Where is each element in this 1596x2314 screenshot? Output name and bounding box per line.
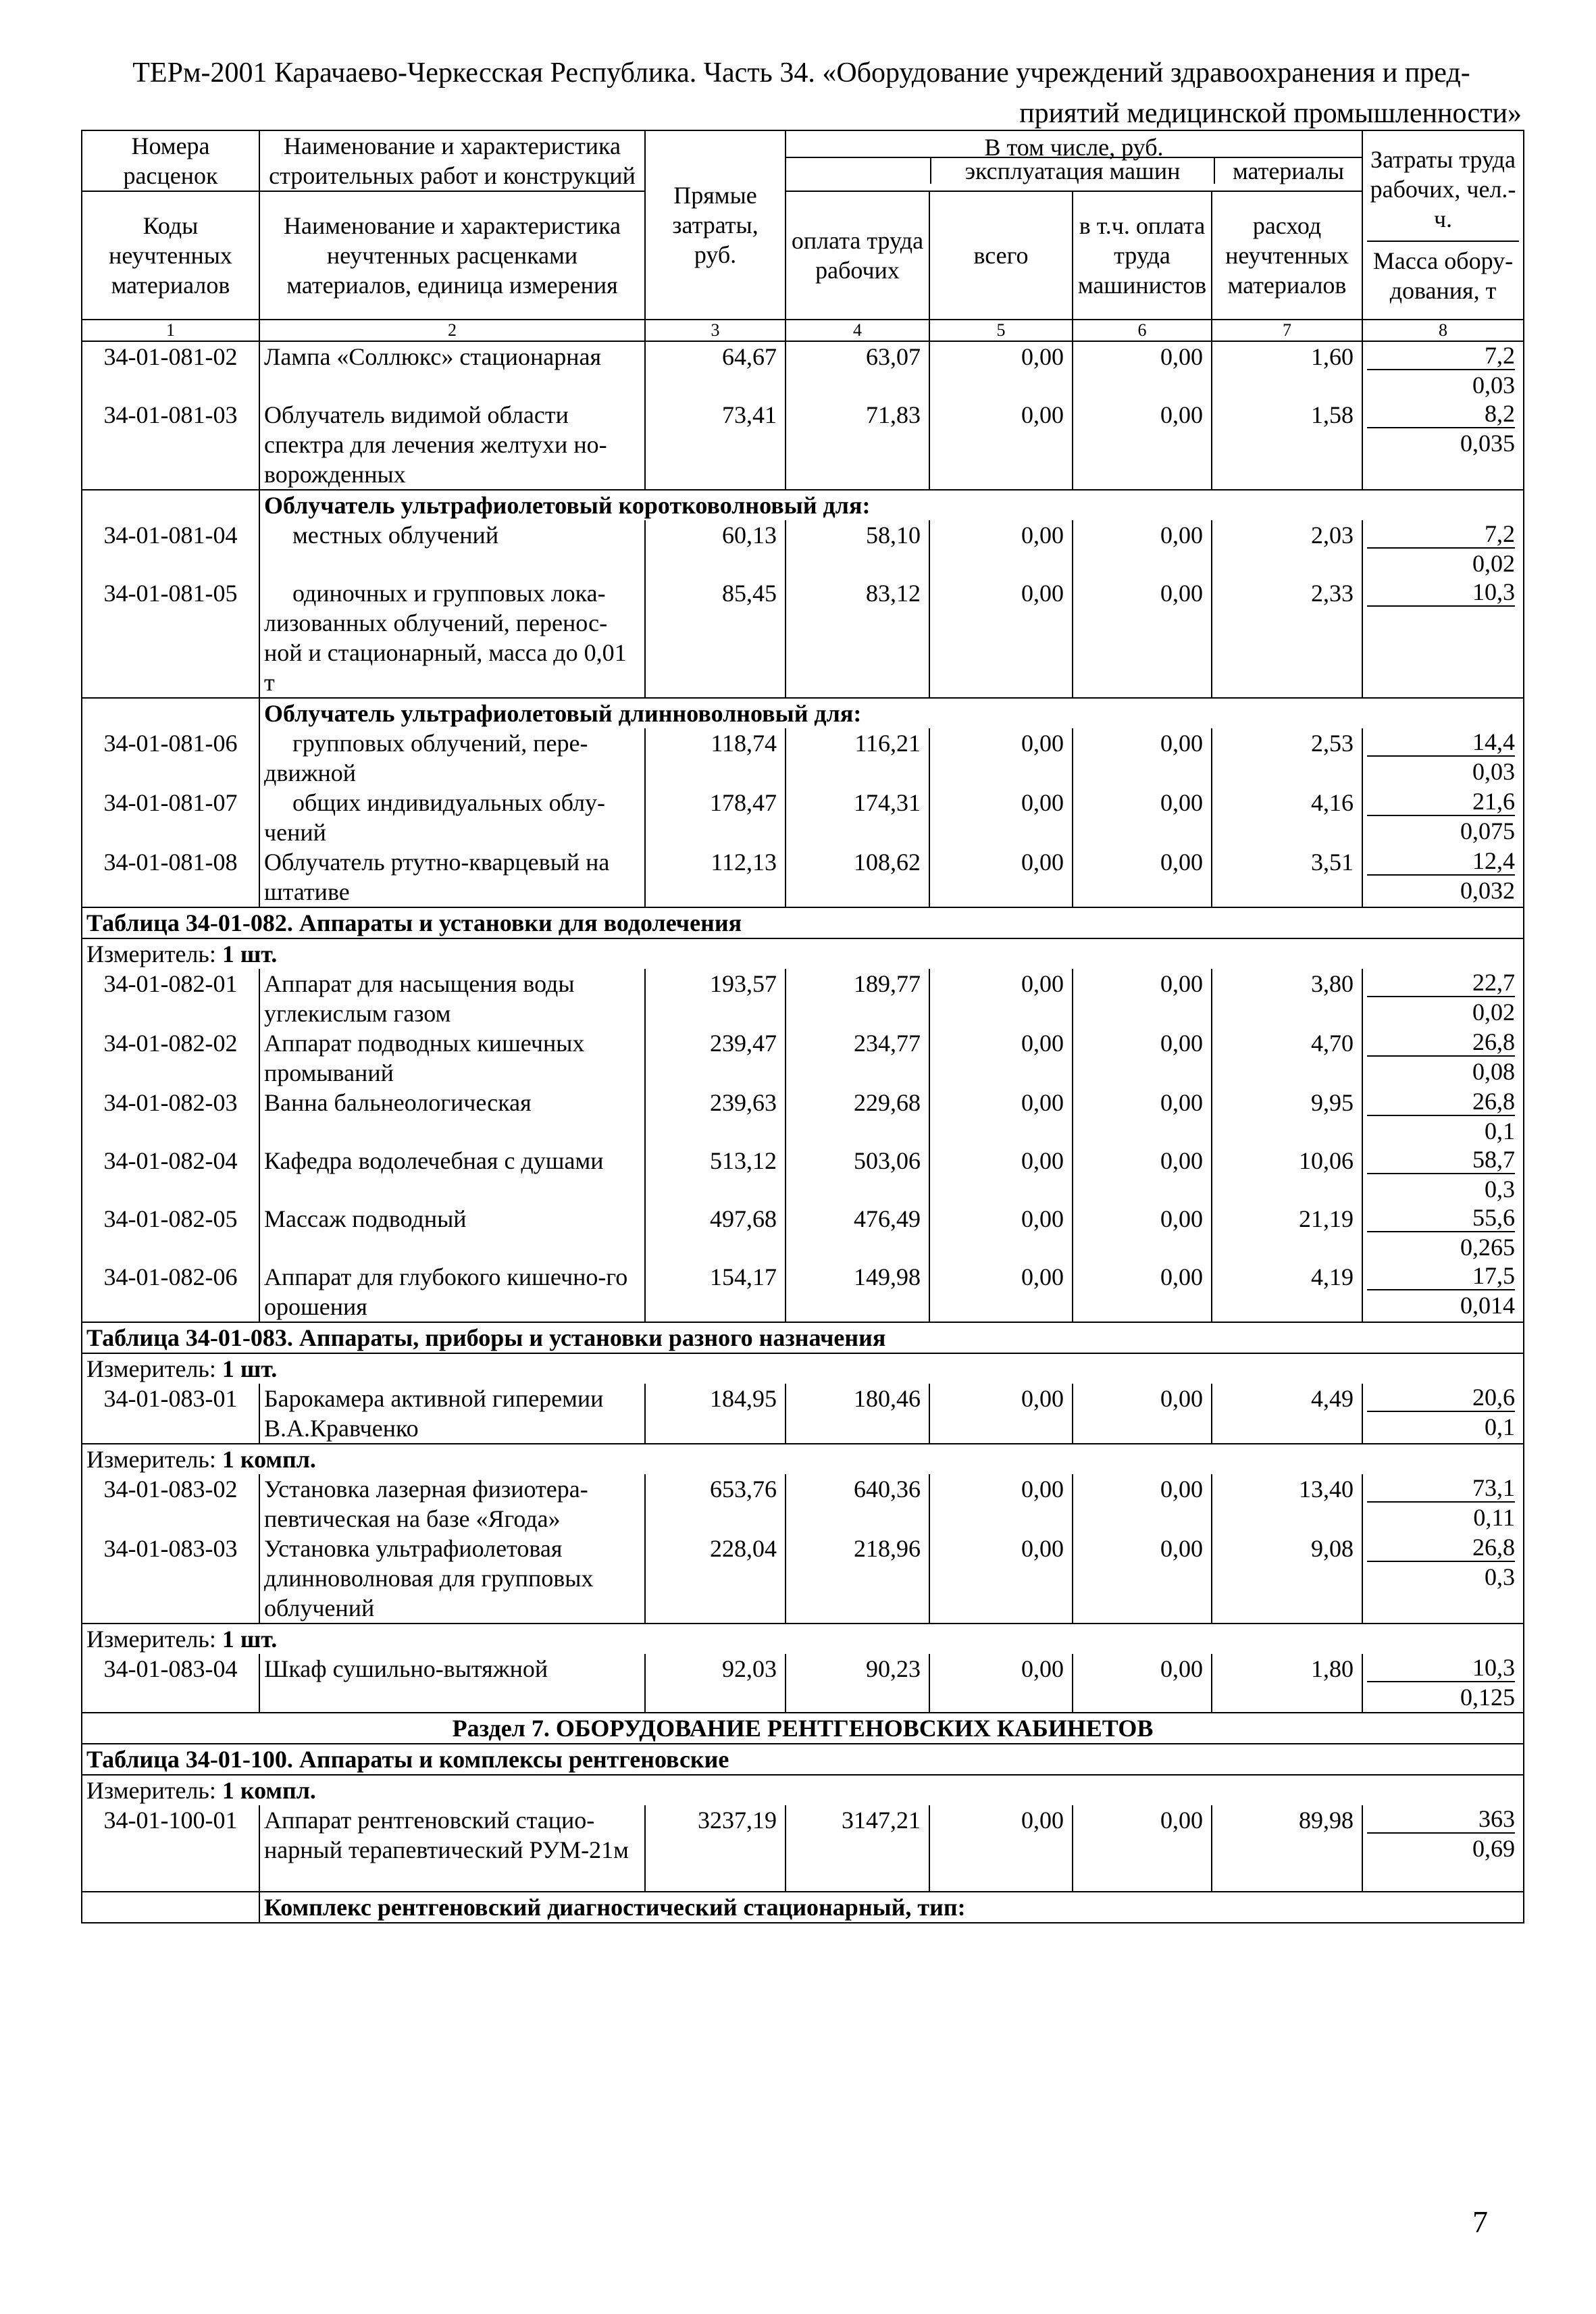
labor-hours: 73,1 (1367, 1474, 1515, 1503)
rate-name: общих индивидуальных облу-чений (259, 788, 645, 847)
header-row-bottom (82, 191, 1524, 320)
col-number: 8 (1362, 320, 1524, 341)
labor-hours: 7,2 (1367, 520, 1515, 549)
cell-labor-pay: 174,31 (786, 788, 929, 847)
col-number: 5 (929, 320, 1073, 341)
rate-name: Аппарат подводных кишечных промываний (259, 1028, 645, 1088)
table-row (82, 578, 1524, 698)
rate-name: Кафедра водолечебная с душами (259, 1146, 645, 1204)
cell-machinists-pay: 0,00 (1073, 1028, 1212, 1088)
header-line-1: ТЕРм-2001 Карачаево-Черкесская Республика. Часть 34. «Оборудование учреждений здравоохранения и пред- (132, 57, 1470, 89)
cell-machines-total: 0,00 (929, 788, 1073, 847)
cell-direct: 85,45 (645, 578, 786, 698)
cell-labor-mass (1362, 788, 1524, 847)
cell-labor-mass (1362, 969, 1524, 1028)
labor-hours: 22,7 (1367, 969, 1515, 997)
table-title: Таблица 34-01-083. Аппараты, приборы и установки разного назначения (82, 1322, 1524, 1353)
col-number: 1 (82, 320, 259, 341)
measure-value: 1 компл. (222, 1446, 316, 1473)
cell-labor-mass (1362, 1146, 1524, 1204)
table-row (82, 1654, 1524, 1713)
rate-code: 34-01-081-03 (82, 400, 259, 490)
cell-machines-total: 0,00 (929, 520, 1073, 578)
cell-machines-total: 0,00 (929, 1534, 1073, 1624)
cell-materials: 2,03 (1212, 520, 1362, 578)
equipment-mass: 0,125 (1460, 1684, 1516, 1711)
labor-hours-wrap (1367, 1654, 1515, 1682)
measure-unit (82, 1775, 1524, 1805)
table-row (82, 1384, 1524, 1444)
cell-labor-pay: 189,77 (786, 969, 929, 1028)
cell-labor-pay: 83,12 (786, 578, 929, 698)
rate-code: 34-01-081-08 (82, 847, 259, 907)
col-number: 6 (1073, 320, 1212, 341)
cell-materials: 21,19 (1212, 1204, 1362, 1262)
cell-machinists-pay: 0,00 (1073, 520, 1212, 578)
labor-hours-wrap (1367, 1384, 1515, 1412)
measure-unit (82, 1353, 1524, 1384)
subgroup-title: Облучатель ультрафиолетовый длинноволновый для: (259, 698, 1524, 728)
cell-machines-total: 0,00 (929, 578, 1073, 698)
rate-code: 34-01-081-07 (82, 788, 259, 847)
cell-direct: 64,67 (645, 341, 786, 400)
cell-labor-mass (1362, 1534, 1524, 1624)
measure-label: Измеритель: (86, 940, 216, 967)
equipment-mass: 0,02 (1472, 550, 1516, 577)
equipment-mass: 0,3 (1485, 1563, 1516, 1590)
cell-labor-pay: 3147,21 (786, 1805, 929, 1892)
rate-code: 34-01-082-06 (82, 1262, 259, 1322)
labor-hours: 14,4 (1367, 728, 1515, 757)
labor-hours-wrap (1367, 1474, 1515, 1503)
labor-hours: 20,6 (1367, 1384, 1515, 1412)
cell-materials: 4,16 (1212, 788, 1362, 847)
subgroup-title: Комплекс рентгеновский диагностический стационарный, тип: (259, 1892, 1524, 1923)
labor-hours-wrap (1367, 1262, 1515, 1290)
cell-labor-pay: 63,07 (786, 341, 929, 400)
equipment-mass: 0,1 (1485, 1413, 1516, 1440)
measure-row (82, 1624, 1524, 1654)
labor-hours-wrap (1367, 1088, 1515, 1116)
cell-machines-total: 0,00 (929, 1805, 1073, 1892)
cell-direct: 193,57 (645, 969, 786, 1028)
cell-materials: 4,70 (1212, 1028, 1362, 1088)
cell-machinists-pay: 0,00 (1073, 1088, 1212, 1146)
rate-code: 34-01-083-02 (82, 1474, 259, 1534)
cell-labor-mass (1362, 728, 1524, 788)
table-title: Таблица 34-01-082. Аппараты и установки для водолечения (82, 907, 1524, 938)
rate-name: Установка ультрафиолетовая длинноволновая для групповых облучений (259, 1534, 645, 1624)
cell-machines-total: 0,00 (929, 1088, 1073, 1146)
cell-labor-pay: 229,68 (786, 1088, 929, 1146)
rate-name: групповых облучений, пере-движной (259, 728, 645, 788)
rate-code: 34-01-082-03 (82, 1088, 259, 1146)
group-materials-label: материалы (1233, 157, 1345, 184)
table-row (82, 1474, 1524, 1534)
cell-labor-pay: 108,62 (786, 847, 929, 907)
labor-hours-wrap (1367, 342, 1515, 370)
rate-name: местных облучений (259, 520, 645, 578)
subgroup-spacer (82, 490, 259, 520)
cell-direct: 60,13 (645, 520, 786, 578)
cell-direct: 239,47 (645, 1028, 786, 1088)
col6-label: в т.ч. оплата труда машинистов (1077, 212, 1207, 299)
cell-direct: 239,63 (645, 1088, 786, 1146)
rate-code: 34-01-081-04 (82, 520, 259, 578)
cell-labor-pay: 234,77 (786, 1028, 929, 1088)
measure-label: Измеритель: (86, 1626, 216, 1653)
labor-hours: 26,8 (1367, 1088, 1515, 1116)
page-header (81, 53, 1522, 134)
cell-materials: 1,60 (1212, 341, 1362, 400)
cell-labor-mass (1362, 1654, 1524, 1713)
cell-machines-total: 0,00 (929, 400, 1073, 490)
subgroup-row (82, 490, 1524, 520)
measure-value: 1 шт. (222, 940, 278, 967)
table-row (82, 1204, 1524, 1262)
rate-name: Лампа «Соллюкс» стационарная (259, 341, 645, 400)
table-title: Таблица 34-01-100. Аппараты и комплексы рентгеновские (82, 1744, 1524, 1775)
col3-label: Прямые затраты, руб. (672, 182, 758, 268)
rate-name: Аппарат для глубокого кишечно-го орошения (259, 1262, 645, 1322)
cell-machines-total: 0,00 (929, 969, 1073, 1028)
col1-bottom-label: Коды неучтенных материалов (109, 212, 232, 299)
cell-labor-mass (1362, 1474, 1524, 1534)
cell-materials: 9,08 (1212, 1534, 1362, 1624)
cell-materials: 1,80 (1212, 1654, 1362, 1713)
equipment-mass: 0,11 (1473, 1504, 1516, 1531)
labor-hours: 26,8 (1367, 1028, 1515, 1057)
measure-row (82, 1444, 1524, 1474)
cell-machinists-pay: 0,00 (1073, 728, 1212, 788)
measure-label: Измеритель: (86, 1777, 216, 1804)
cell-materials: 4,19 (1212, 1262, 1362, 1322)
table-row (82, 341, 1524, 400)
cell-direct: 653,76 (645, 1474, 786, 1534)
cell-direct: 497,68 (645, 1204, 786, 1262)
rate-name: Облучатель ртутно-кварцевый на штативе (259, 847, 645, 907)
labor-hours-wrap (1367, 520, 1515, 549)
measure-label: Измеритель: (86, 1446, 216, 1473)
cell-labor-mass (1362, 847, 1524, 907)
table-row (82, 1805, 1524, 1892)
cell-direct: 178,47 (645, 788, 786, 847)
cell-direct: 3237,19 (645, 1805, 786, 1892)
equipment-mass: 0,032 (1460, 877, 1516, 904)
cell-materials: 13,40 (1212, 1474, 1362, 1534)
table-row (82, 1534, 1524, 1624)
cell-labor-pay: 71,83 (786, 400, 929, 490)
cell-labor-pay: 58,10 (786, 520, 929, 578)
labor-hours: 55,6 (1367, 1204, 1515, 1232)
measure-row (82, 1353, 1524, 1384)
col7-label: расход неучтенных материалов (1225, 212, 1349, 299)
measure-value: 1 шт. (222, 1355, 278, 1382)
cell-machinists-pay: 0,00 (1073, 1534, 1212, 1624)
col-number: 2 (259, 320, 645, 341)
cell-machines-total: 0,00 (929, 1146, 1073, 1204)
rate-code: 34-01-081-05 (82, 578, 259, 698)
labor-hours: 21,6 (1367, 788, 1515, 816)
cell-machinists-pay: 0,00 (1073, 1146, 1212, 1204)
rate-name: Ванна бальнеологическая (259, 1088, 645, 1146)
cell-machines-total: 0,00 (929, 1384, 1073, 1444)
table-row (82, 788, 1524, 847)
cell-labor-mass (1362, 1088, 1524, 1146)
labor-hours-wrap (1367, 400, 1515, 428)
equipment-mass: 0,265 (1460, 1234, 1516, 1261)
labor-hours-wrap (1367, 1146, 1515, 1174)
column-numbers-row (82, 320, 1524, 341)
labor-hours: 10,3 (1367, 578, 1515, 607)
cell-machinists-pay: 0,00 (1073, 788, 1212, 847)
subgroup-row (82, 1892, 1524, 1923)
labor-hours: 8,2 (1367, 400, 1515, 428)
col1-top-label: Номера расценок (123, 132, 218, 189)
labor-hours-wrap (1367, 1805, 1515, 1834)
cell-direct: 228,04 (645, 1534, 786, 1624)
col-number: 4 (786, 320, 929, 341)
equipment-mass: 0,03 (1472, 372, 1516, 399)
equipment-mass: 0,69 (1472, 1835, 1516, 1862)
page-number: 7 (1472, 2205, 1488, 2239)
measure-label: Измеритель: (86, 1355, 216, 1382)
equipment-mass: 0,3 (1485, 1176, 1516, 1203)
rate-code: 34-01-082-02 (82, 1028, 259, 1088)
cell-direct: 112,13 (645, 847, 786, 907)
rate-code: 34-01-082-04 (82, 1146, 259, 1204)
measure-unit (82, 1444, 1524, 1474)
cell-direct: 513,12 (645, 1146, 786, 1204)
cell-machines-total: 0,00 (929, 341, 1073, 400)
table-title-row (82, 907, 1524, 938)
cell-labor-pay: 90,23 (786, 1654, 929, 1713)
measure-value: 1 компл. (222, 1777, 316, 1804)
labor-hours-wrap (1367, 578, 1515, 607)
col2-top-label: Наименование и характеристика строительных работ и конструкций (269, 132, 636, 189)
labor-hours: 26,8 (1367, 1534, 1515, 1562)
rate-name: Массаж подводный (259, 1204, 645, 1262)
cell-machinists-pay: 0,00 (1073, 847, 1212, 907)
cell-labor-pay: 149,98 (786, 1262, 929, 1322)
labor-hours: 7,2 (1367, 342, 1515, 370)
col8-top-label: Затраты труда рабочих, чел.-ч. (1370, 146, 1516, 232)
cell-labor-mass (1362, 578, 1524, 698)
cell-labor-pay: 218,96 (786, 1534, 929, 1624)
labor-hours-wrap (1367, 728, 1515, 757)
header-row-top (82, 130, 1524, 191)
col-number: 7 (1212, 320, 1362, 341)
cell-labor-mass (1362, 1384, 1524, 1444)
group-machines-label: эксплуатация машин (930, 158, 1215, 184)
rate-name: одиночных и групповых лока-лизованных облучений, перенос-ной и стационарный, масса до 0,01 т (259, 578, 645, 698)
cell-machines-total: 0,00 (929, 1028, 1073, 1088)
cell-machines-total: 0,00 (929, 1204, 1073, 1262)
cell-machinists-pay: 0,00 (1073, 1384, 1212, 1444)
group-including-label: В том числе, руб. (786, 138, 1362, 158)
cell-materials: 4,49 (1212, 1384, 1362, 1444)
measure-row (82, 938, 1524, 969)
rate-code: 34-01-082-05 (82, 1204, 259, 1262)
table-title-row (82, 1744, 1524, 1775)
cell-machinists-pay: 0,00 (1073, 969, 1212, 1028)
labor-hours: 58,7 (1367, 1146, 1515, 1174)
cell-machinists-pay: 0,00 (1073, 1805, 1212, 1892)
rate-name: Барокамера активной гиперемии В.А.Кравченко (259, 1384, 645, 1444)
table-row (82, 728, 1524, 788)
cell-machinists-pay: 0,00 (1073, 1262, 1212, 1322)
cell-labor-pay: 503,06 (786, 1146, 929, 1204)
labor-hours-wrap (1367, 847, 1515, 876)
subgroup-row (82, 698, 1524, 728)
cell-machines-total: 0,00 (929, 1654, 1073, 1713)
rate-code: 34-01-082-01 (82, 969, 259, 1028)
cell-machines-total: 0,00 (929, 1262, 1073, 1322)
labor-hours: 10,3 (1367, 1654, 1515, 1682)
header-line-2: приятий медицинской промышленности» (1019, 98, 1522, 129)
cell-direct: 154,17 (645, 1262, 786, 1322)
cell-labor-pay: 476,49 (786, 1204, 929, 1262)
table-row (82, 520, 1524, 578)
cell-machinists-pay: 0,00 (1073, 1474, 1212, 1534)
cell-labor-pay: 640,36 (786, 1474, 929, 1534)
measure-value: 1 шт. (222, 1626, 278, 1653)
cell-machines-total: 0,00 (929, 728, 1073, 788)
cell-labor-pay: 180,46 (786, 1384, 929, 1444)
equipment-mass: 0,08 (1472, 1058, 1516, 1085)
cell-materials: 3,80 (1212, 969, 1362, 1028)
table-row (82, 969, 1524, 1028)
measure-unit (82, 1624, 1524, 1654)
col2-bottom-label: Наименование и характеристика неучтенных расценками материалов, единица измерения (284, 212, 621, 299)
col4-label: оплата труда рабочих (791, 227, 924, 284)
rates-table (81, 130, 1524, 1923)
labor-hours-wrap (1367, 1204, 1515, 1232)
rate-code: 34-01-081-02 (82, 341, 259, 400)
cell-labor-mass (1362, 400, 1524, 490)
cell-labor-mass (1362, 1204, 1524, 1262)
cell-machines-total: 0,00 (929, 1474, 1073, 1534)
equipment-mass: 0,014 (1460, 1292, 1516, 1319)
cell-labor-mass (1362, 520, 1524, 578)
cell-direct: 92,03 (645, 1654, 786, 1713)
cell-materials: 89,98 (1212, 1805, 1362, 1892)
rate-code: 34-01-100-01 (82, 1805, 259, 1892)
table-row (82, 1146, 1524, 1204)
rate-code: 34-01-083-01 (82, 1384, 259, 1444)
rate-name: Шкаф сушильно-вытяжной (259, 1654, 645, 1713)
rate-code: 34-01-083-04 (82, 1654, 259, 1713)
table-row (82, 1088, 1524, 1146)
table-row (82, 400, 1524, 490)
col5-label: всего (973, 242, 1029, 269)
cell-labor-mass (1362, 1262, 1524, 1322)
cell-direct: 184,95 (645, 1384, 786, 1444)
cell-machinists-pay: 0,00 (1073, 578, 1212, 698)
table-row (82, 1262, 1524, 1322)
table-row (82, 847, 1524, 907)
cell-machinists-pay: 0,00 (1073, 341, 1212, 400)
labor-hours-wrap (1367, 969, 1515, 997)
rate-code: 34-01-083-03 (82, 1534, 259, 1624)
col8-bottom-label: Масса обору-дования, т (1367, 241, 1519, 305)
subgroup-spacer (82, 1892, 259, 1923)
cell-direct: 118,74 (645, 728, 786, 788)
labor-hours: 12,4 (1367, 847, 1515, 876)
measure-unit (82, 938, 1524, 969)
subgroup-spacer (82, 698, 259, 728)
rate-name: Установка лазерная физиотера-певтическая на базе «Ягода» (259, 1474, 645, 1534)
cell-materials: 3,51 (1212, 847, 1362, 907)
rate-name: Аппарат для насыщения воды углекислым газом (259, 969, 645, 1028)
cell-materials: 1,58 (1212, 400, 1362, 490)
equipment-mass: 0,02 (1472, 999, 1516, 1026)
subgroup-title: Облучатель ультрафиолетовый коротковолновый для: (259, 490, 1524, 520)
cell-materials: 2,33 (1212, 578, 1362, 698)
section-title: Раздел 7. ОБОРУДОВАНИЕ РЕНТГЕНОВСКИХ КАБИНЕТОВ (82, 1713, 1524, 1744)
col-number: 3 (645, 320, 786, 341)
cell-materials: 9,95 (1212, 1088, 1362, 1146)
cell-materials: 10,06 (1212, 1146, 1362, 1204)
equipment-mass: 0,035 (1460, 430, 1516, 457)
labor-hours-wrap (1367, 788, 1515, 816)
cell-materials: 2,53 (1212, 728, 1362, 788)
cell-machinists-pay: 0,00 (1073, 1654, 1212, 1713)
table-title-row (82, 1322, 1524, 1353)
cell-labor-mass (1362, 1028, 1524, 1088)
equipment-mass: 0,075 (1460, 818, 1516, 845)
equipment-mass: 0,1 (1485, 1117, 1516, 1145)
rate-name: Аппарат рентгеновский стацио-нарный терапевтический РУМ-21м (259, 1805, 645, 1892)
labor-hours: 17,5 (1367, 1262, 1515, 1290)
cell-machinists-pay: 0,00 (1073, 400, 1212, 490)
rate-code: 34-01-081-06 (82, 728, 259, 788)
cell-direct: 73,41 (645, 400, 786, 490)
table-row (82, 1028, 1524, 1088)
rate-name: Облучатель видимой области спектра для лечения желтухи но-ворожденных (259, 400, 645, 490)
cell-labor-pay: 116,21 (786, 728, 929, 788)
labor-hours-wrap (1367, 1028, 1515, 1057)
labor-hours-wrap (1367, 1534, 1515, 1562)
equipment-mass: 0,03 (1472, 758, 1516, 785)
cell-machinists-pay: 0,00 (1073, 1204, 1212, 1262)
cell-labor-mass (1362, 341, 1524, 400)
cell-machines-total: 0,00 (929, 847, 1073, 907)
labor-hours: 363 (1367, 1805, 1515, 1834)
measure-row (82, 1775, 1524, 1805)
cell-labor-mass (1362, 1805, 1524, 1892)
section-title-row (82, 1713, 1524, 1744)
